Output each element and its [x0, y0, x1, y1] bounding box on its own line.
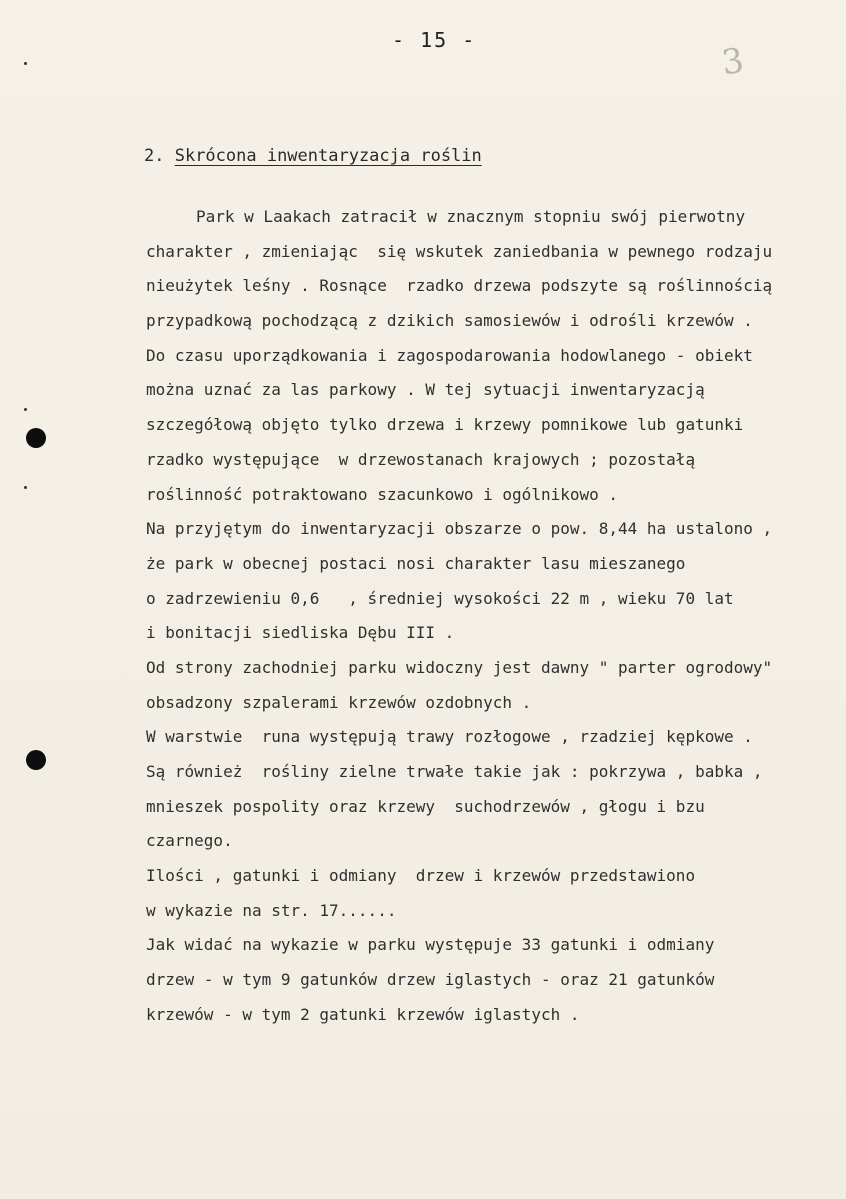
- text-line: W warstwie runa występują trawy rozłogowe , rzadziej kępkowe .: [146, 727, 753, 747]
- text-line: przypadkową pochodzącą z dzikich samosiewów i odrośli krzewów .: [146, 311, 753, 331]
- text-line: o zadrzewieniu 0,6 , średniej wysokości 22 m , wieku 70 lat: [146, 588, 734, 608]
- text-line: Park w Laakach zatracił w znacznym stopniu swój pierwotny: [196, 207, 746, 226]
- text-line: mnieszek pospolity oraz krzewy suchodrzewów , głogu i bzu: [146, 796, 705, 816]
- section-heading: [144, 146, 482, 166]
- punch-hole: [26, 750, 46, 770]
- text-line: szczegółową objęto tylko drzewa i krzewy pomnikowe lub gatunki: [146, 415, 744, 435]
- text-line: nieużytek leśny . Rosnące rzadko drzewa podszyte są roślinnością: [146, 276, 773, 296]
- text-line: rzadko występujące w drzewostanach krajowych ; pozostałą: [146, 449, 696, 469]
- text-line: i bonitacji siedliska Dębu III .: [146, 623, 455, 643]
- text-line: Do czasu uporządkowania i zagospodarowania hodowlanego - obiekt: [146, 345, 753, 365]
- text-line: Od strony zachodniej parku widoczny jest dawny " parter ogrodowy": [146, 657, 773, 677]
- text-line: Ilości , gatunki i odmiany drzew i krzewów przedstawiono: [146, 866, 696, 886]
- body-text: [146, 200, 836, 1033]
- text-line: obsadzony szpalerami krzewów ozdobnych .: [146, 692, 532, 712]
- section-number: 2.: [144, 146, 175, 166]
- text-line: w wykazie na str. 17......: [146, 900, 397, 920]
- margin-mark: [24, 408, 27, 411]
- text-line: krzewów - w tym 2 gatunki krzewów iglastych .: [146, 1004, 580, 1024]
- section-title: Skrócona inwentaryzacja roślin: [174, 146, 482, 166]
- text-line: czarnego.: [146, 831, 233, 851]
- text-line: drzew - w tym 9 gatunków drzew iglastych - oraz 21 gatunków: [146, 970, 715, 990]
- margin-mark: [24, 486, 27, 489]
- pencil-page-mark: 3: [719, 40, 747, 84]
- text-line: roślinność potraktowano szacunkowo i ogólnikowo .: [146, 484, 619, 504]
- text-line: Jak widać na wykazie w parku występuje 33 gatunki i odmiany: [146, 935, 715, 955]
- text-line: charakter , zmieniając się wskutek zaniedbania w pewnego rodzaju: [146, 241, 773, 261]
- text-line: Są również rośliny zielne trwałe takie jak : pokrzywa , babka ,: [146, 762, 763, 781]
- page-number: - 15 -: [392, 28, 477, 52]
- margin-mark: [24, 62, 27, 65]
- punch-hole: [26, 428, 46, 448]
- text-line: Na przyjętym do inwentaryzacji obszarze o pow. 8,44 ha ustalono ,: [146, 519, 773, 539]
- text-line: że park w obecnej postaci nosi charakter lasu mieszanego: [146, 553, 686, 573]
- text-line: można uznać za las parkowy . W tej sytuacji inwentaryzacją: [146, 380, 705, 400]
